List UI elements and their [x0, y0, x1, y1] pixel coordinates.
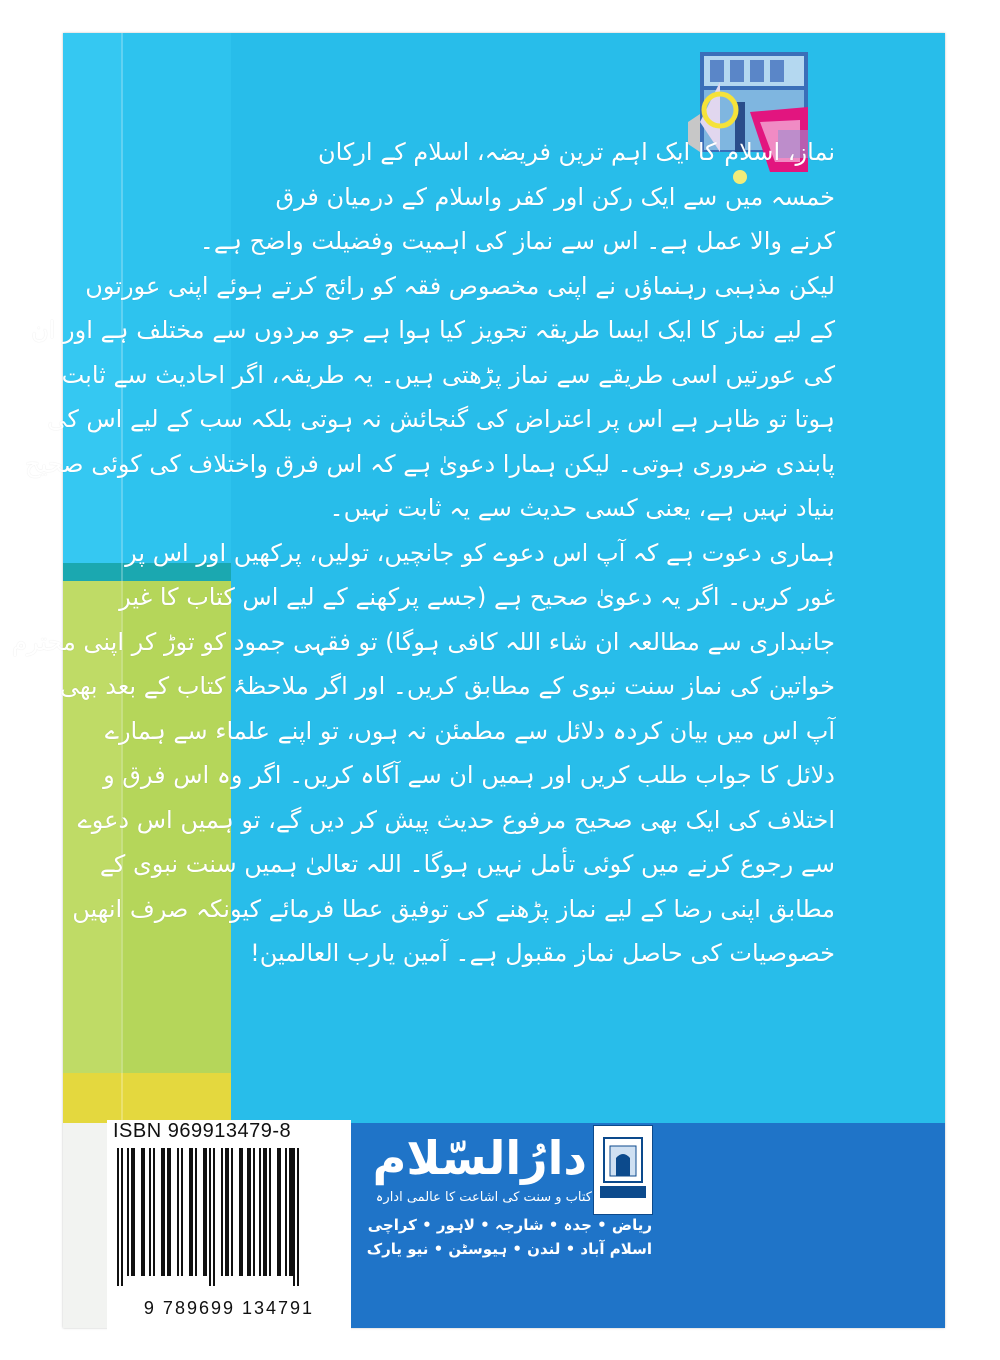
barcode-bar — [167, 1148, 171, 1276]
barcode-bar — [161, 1148, 165, 1276]
paragraph-2 — [24, 264, 835, 531]
barcode-bar — [149, 1148, 151, 1276]
text-line: بنیاد نہیں ہے، یعنی کسی حدیث سے یہ ثابت نہیں۔ — [329, 494, 835, 522]
text-line: کے لیے نماز کا ایک ایسا طریقہ تجویز کیا ہوا ہے جو مردوں سے مختلف ہے اور ان — [31, 316, 835, 344]
text-line: آپ اس میں بیان کردہ دلائل سے مطمئن نہ ہوں، تو اپنے علماء سے ہمارے — [104, 716, 835, 745]
barcode-bar — [221, 1148, 223, 1276]
text-line: دلائل کا جواب طلب کریں اور ہمیں ان سے آگاہ کریں۔ اگر وہ اس فرق و — [103, 761, 835, 789]
barcode-bar — [259, 1148, 261, 1276]
barcode-number: 9 789699 134791 — [143, 1298, 315, 1318]
barcode-bar — [195, 1148, 197, 1276]
text-line: خمسہ میں سے ایک رکن اور کفر واسلام کے درمیان فرق — [275, 182, 835, 211]
text-line: اختلاف کی ایک بھی صحیح مرفوع حدیث پیش کر دیں گے، تو ہمیں اس دعوے — [77, 805, 835, 834]
text-line: مطابق اپنی رضا کے لیے نماز پڑھنے کی توفیق عطا فرمائے کیونکہ صرف انھیں — [72, 894, 835, 923]
barcode-bar — [203, 1148, 207, 1276]
text-line: کرنے والا عمل ہے۔ اس سے نماز کی اہمیت وفضیلت واضح ہے۔ — [199, 227, 835, 255]
barcode-bar — [297, 1148, 299, 1286]
publisher-cities-line-1: ریاض • جدہ • شارجہ • لاہور • کراچی — [367, 1216, 652, 1234]
text-line: خواتین کی نماز سنت نبوی کے مطابق کریں۔ اور اگر ملاحظۂ کتاب کے بعد بھی — [59, 672, 835, 700]
barcode-bar — [277, 1148, 281, 1276]
text-line: جانبداری سے مطالعہ ان شاء اللہ کافی ہوگا) تو فقہی جمود کو توڑ کر اپنی محترم — [12, 627, 835, 656]
isbn-label: ISBN 969913479-8 — [113, 1120, 292, 1142]
barcode-bar — [285, 1148, 287, 1276]
barcode-bar — [141, 1148, 145, 1276]
text-line: پابندی ضروری ہوتی۔ لیکن ہمارا دعویٰ ہے کہ اس فرق واختلاف کی کوئی صحیح — [24, 449, 835, 478]
barcode-bar — [121, 1148, 123, 1286]
barcode-bars — [113, 1148, 345, 1286]
text-line: ہماری دعوت ہے کہ آپ اس دعوے کو جانچیں، تولیں، پرکھیں اور اس پر — [125, 538, 835, 567]
barcode-bar — [263, 1148, 267, 1276]
publisher-name: دارُالسّلام — [372, 1131, 587, 1185]
spine-strip-yellow — [63, 1073, 231, 1123]
publisher-logo — [593, 1125, 653, 1215]
barcode-bar — [289, 1148, 293, 1276]
text-line: خصوصیات کی حاصل نماز مقبول ہے۔ آمین یارب العالمین! — [250, 939, 835, 967]
publisher-cities-line-2: اسلام آباد • لندن • ہیوسٹن • نیو یارک — [366, 1240, 652, 1258]
paragraph-3 — [12, 531, 835, 976]
barcode-bar — [213, 1148, 215, 1286]
barcode-bar — [177, 1148, 179, 1276]
barcode-bar — [189, 1148, 193, 1276]
barcode-bar — [181, 1148, 183, 1276]
barcode-bar — [117, 1148, 119, 1286]
barcode-bar — [131, 1148, 135, 1276]
text-line: سے رجوع کرنے میں کوئی تأمل نہیں ہوگا۔ اللہ تعالیٰ ہمیں سنت نبوی کے — [99, 850, 835, 878]
barcode-bar — [209, 1148, 211, 1286]
text-line: ہوتا تو ظاہر ہے اس پر اعتراض کی گنجائش نہ ہوتی بلکہ سب کے لیے اس کی — [47, 405, 835, 433]
description-text — [12, 130, 835, 976]
barcode-bar — [293, 1148, 295, 1286]
barcode-bar — [269, 1148, 271, 1276]
barcode-bar — [153, 1148, 155, 1276]
publisher-tagline: کتاب و سنت کی اشاعت کا عالمی ادارہ — [375, 1190, 592, 1205]
barcode-bar — [247, 1148, 251, 1276]
barcode-bar — [253, 1148, 255, 1276]
barcode-bar — [225, 1148, 229, 1276]
barcode-bar — [127, 1148, 129, 1276]
text-line: لیکن مذہبی رہنماؤں نے اپنی مخصوص فقہ کو رائج کرتے ہوئے اپنی عورتوں — [85, 271, 835, 300]
paragraph-1 — [195, 130, 835, 264]
barcode-panel — [107, 1120, 351, 1340]
barcode-bar — [231, 1148, 233, 1276]
text-line: غور کریں۔ اگر یہ دعویٰ صحیح ہے (جسے پرکھنے کے لیے اس کتاب کا غیر — [119, 583, 835, 611]
text-line: کی عورتیں اسی طریقے سے نماز پڑھتی ہیں۔ یہ طریقہ، اگر احادیث سے ثابت — [61, 360, 835, 389]
barcode-bar — [239, 1148, 243, 1276]
text-line: نماز، اسلام کا ایک اہم ترین فریضہ، اسلام کے ارکان — [317, 138, 835, 166]
